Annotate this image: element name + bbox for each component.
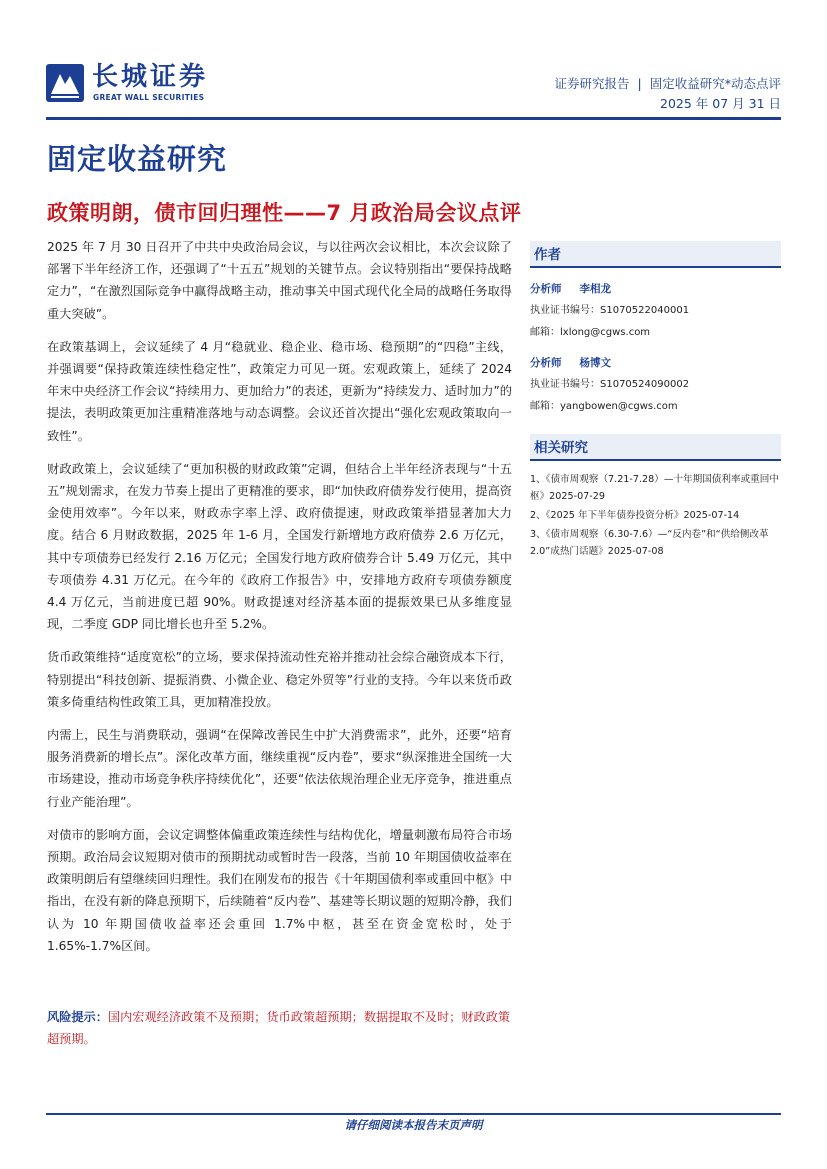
analyst-card — [530, 280, 781, 342]
header-divider — [46, 117, 781, 120]
body-paragraph: 内需上，民生与消费联动，强调“在保障改善民生中扩大消费需求”，此外，还要“培育服务消费新的增长点”。深化改革方面，继续重视“反内卷”，要求“纵深推进全国统一大市场建设，推动市场竞争秩序持续优化”，还要“依法依规治理企业无序竞争，推进重点行业产能治理”。 — [47, 728, 512, 809]
risk-warning — [47, 1006, 512, 1050]
company-logo — [46, 62, 226, 106]
cert-label: 执业证书编号： — [530, 305, 600, 316]
analyst-name: 李相龙 — [579, 283, 611, 295]
great-wall-logo-icon — [46, 64, 84, 102]
email-label: 邮箱： — [530, 327, 560, 338]
main-body — [47, 236, 512, 968]
analyst-email[interactable]: lxlong@cgws.com — [560, 327, 651, 338]
body-paragraph: 2025 年 7 月 30 日召开了中共中央政治局会议，与以往两次会议相比，本次会议除了部署下半年经济工作，还强调了“十五五”规划的关键节点。会议特别指出“要保持战略定力”，“在激烈国际竞争中赢得战略主动，推动事关中国式现代化全局的战略任务取得重大突破”。 — [47, 240, 512, 321]
footer-divider — [46, 1113, 781, 1115]
body-paragraph: 货币政策维持“适度宽松”的立场，要求保持流动性充裕并推动社会综合融资成本下行，特别提出“科技创新、提振消费、小微企业、稳定外贸等”行业的支持。今年以来货币政策多倚重结构性政策工具，更加精准投放。 — [47, 650, 512, 709]
analyst-email[interactable]: yangbowen@cgws.com — [560, 401, 678, 412]
category-separator: | — [637, 76, 642, 91]
cert-label: 执业证书编号： — [530, 379, 600, 390]
category-right: 固定收益研究*动态点评 — [649, 76, 781, 91]
document-title: 政策明朗，债市回归理性——7 月政治局会议点评 — [47, 201, 522, 225]
related-research-list — [530, 471, 781, 560]
body-paragraph: 在政策基调上，会议延续了 4 月“稳就业、稳企业、稳市场、稳预期”的“四稳”主线，并强调要“保持政策连续性稳定性”，政策定力可见一斑。宏观政策上，延续了 2024 年末中央经济工作会议“持续用力、更加给力”的表述，更新为“持续发力、适时加力”的提法，表明政策更加注重精准落地与动态调整。会议还首次提出“强化宏观政策取向一致性”。 — [47, 339, 512, 443]
related-research-item[interactable]: 1、《债市周观察（7.21-7.28）—十年期国债利率或重回中枢》2025-07-29 — [530, 474, 779, 502]
sidebar — [530, 241, 781, 562]
risk-text: 国内宏观经济政策不及预期；货币政策超预期；数据提取不及时；财政政策超预期。 — [47, 1010, 511, 1046]
analyst-name: 杨博文 — [579, 357, 611, 369]
section-title: 固定收益研究 — [47, 142, 228, 176]
analyst-role: 分析师 — [530, 283, 562, 295]
brand-name-en: GREAT WALL SECURITIES — [93, 93, 205, 102]
category-left: 证券研究报告 — [554, 76, 630, 91]
body-paragraph: 对债市的影响方面，会议定调整体偏重政策连续性与结构优化，增量刺激布局符合市场预期。政治局会议短期对债市的预期扰动或暂时告一段落，当前 10 年期国债收益率在政策明朗后有望继续回归理性。我们在刚发布的报告《十年期国债利率或重回中枢》中指出，在没有新的降息预期下，后续随着“反内卷”、基建等长期议题的短期冷静，我们认为 10 年期国债收益率还会重回 1.7%中枢，甚至在资金宽松时，处于 1.65%-1.7%区间。 — [47, 827, 512, 953]
footer-disclaimer: 请仔细阅读本报告末页声明 — [344, 1118, 483, 1132]
cert-number: S1070524090002 — [600, 379, 690, 390]
cert-number: S1070522040001 — [600, 305, 690, 316]
report-date: 2025 年 07 月 31 日 — [660, 96, 781, 111]
email-label: 邮箱： — [530, 401, 560, 412]
related-research-item[interactable]: 2、《2025 年下半年债券投资分析》2025-07-14 — [530, 510, 740, 521]
authors-heading: 作者 — [530, 241, 781, 268]
report-header-info — [555, 74, 782, 114]
related-research-heading: 相关研究 — [530, 434, 781, 461]
related-research-item[interactable]: 3、《债市周观察（6.30-7.6）—“反内卷”和“供给侧改革 2.0”成热门话题》2025-07-08 — [530, 529, 769, 557]
analyst-card — [530, 354, 781, 416]
report-category — [555, 74, 782, 94]
analyst-role: 分析师 — [530, 357, 562, 369]
risk-label: 风险提示： — [47, 1010, 108, 1024]
brand-name-cn: 长城证券 — [92, 62, 209, 92]
body-paragraph: 财政政策上，会议延续了“更加积极的财政政策”定调，但结合上半年经济表现与“十五五”规划需求，在发力节奏上提出了更精准的要求，即“加快政府债券发行使用，提高资金使用效率”。今年以来，财政赤字率上浮、政府债提速，财政政策举措显著加大力度。结合 6 月财政数据，2025 年 1-6 月，全国发行新增地方政府债券 2.6 万亿元，其中专项债券已经发行 2.16 万亿元；全国发行地方政府债券合计 5.49 万亿元，其中专项债券 4.31 万亿元。在今年的《政府工作报告》中，安排地方政府专项债券额度 4.4 万亿元，当前进度已超 90%。财政提速对经济基本面的提振效果已从多维度显现，二季度 GDP 同比增长也升至 5.2%。 — [47, 461, 512, 632]
